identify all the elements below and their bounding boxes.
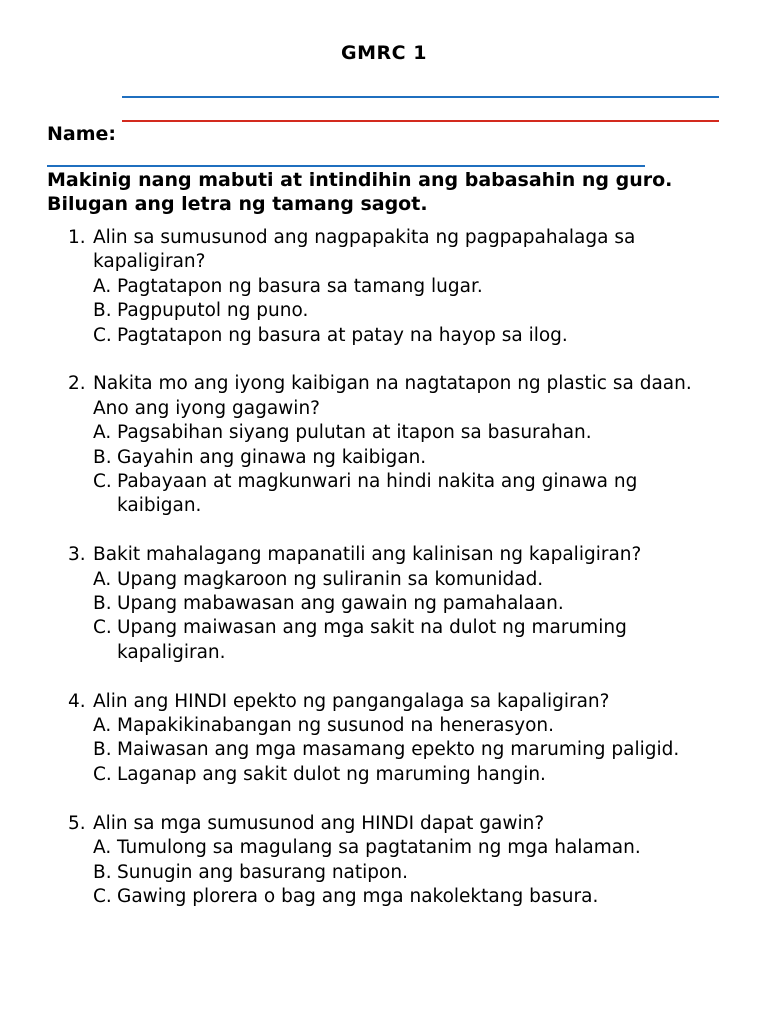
choice-letter: A.: [93, 568, 112, 590]
instructions: Makinig nang mabuti at intindihin ang babasahin ng guro. Bilugan ang letra ng tamang sagot.: [47, 169, 673, 215]
choice-text: Upang maiwasan ang mga sakit na dulot ng maruming kapaligiran.: [117, 617, 627, 663]
choice-a[interactable]: [0, 275, 768, 299]
question-number: 4.: [68, 690, 86, 712]
choice-text: Gayahin ang ginawa ng kaibigan.: [117, 446, 427, 468]
red-underline: [122, 120, 719, 122]
choice-text: Pagsabihan siyang pulutan at itapon sa basurahan.: [117, 422, 592, 444]
choice-letter: C.: [93, 885, 112, 907]
question-number: 3.: [68, 544, 86, 566]
choice-b[interactable]: [0, 861, 768, 885]
blue-underline-top: [122, 96, 719, 98]
choice-letter: B.: [93, 446, 112, 468]
choice-text: Pabayaan at magkunwari na hindi nakita ang ginawa ng kaibigan.: [117, 471, 638, 517]
choice-a[interactable]: [0, 836, 768, 860]
question-number: 2.: [68, 373, 86, 395]
choice-letter: A.: [93, 715, 112, 737]
choice-b[interactable]: [0, 738, 768, 762]
choice-a[interactable]: [0, 568, 768, 592]
choice-list: [0, 568, 768, 666]
choice-letter: A.: [93, 275, 112, 297]
question-4: [0, 690, 768, 788]
question-number: 5.: [68, 812, 86, 834]
choice-text: Pagtatapon ng basura sa tamang lugar.: [117, 275, 483, 297]
choice-text: Maiwasan ang mga masamang epekto ng maruming paligid.: [117, 739, 680, 761]
choice-letter: B.: [93, 593, 112, 615]
choice-text: Mapakikinabangan ng susunod na henerasyon.: [117, 715, 554, 737]
choice-list: [0, 275, 768, 348]
choice-letter: B.: [93, 739, 112, 761]
question-text: Alin sa mga sumusunod ang HINDI dapat gawin?: [93, 812, 545, 834]
choice-list: [0, 421, 768, 519]
choice-c[interactable]: [0, 470, 768, 519]
choice-text: Upang magkaroon ng suliranin sa komunidad.: [117, 568, 544, 590]
choice-a[interactable]: [0, 421, 768, 445]
choice-letter: A.: [93, 837, 112, 859]
choice-list: [0, 836, 768, 909]
choice-text: Gawing plorera o bag ang mga nakolektang basura.: [117, 885, 599, 907]
choice-c[interactable]: [0, 616, 768, 665]
choice-letter: C.: [93, 471, 112, 493]
choice-letter: B.: [93, 861, 112, 883]
choice-b[interactable]: [0, 446, 768, 470]
choice-text: Tumulong sa magulang sa pagtatanim ng mga halaman.: [117, 837, 641, 859]
name-underline: [47, 165, 645, 167]
question-number: 1.: [68, 227, 86, 248]
choice-c[interactable]: [0, 324, 768, 348]
question-text: Alin sa sumusunod ang nagpapakita ng pagpapahalaga sa kapaligiran?: [93, 227, 636, 273]
choice-b[interactable]: [0, 299, 768, 323]
choice-letter: A.: [93, 422, 112, 444]
name-label: Name:: [47, 123, 117, 145]
choice-letter: B.: [93, 300, 112, 322]
choice-a[interactable]: [0, 714, 768, 738]
question-5: [0, 812, 768, 910]
question-1: [0, 226, 768, 348]
page-title: GMRC 1: [341, 42, 427, 64]
choice-letter: C.: [93, 324, 112, 346]
question-text: Nakita mo ang iyong kaibigan na nagtatapon ng plastic sa daan. Ano ang iyong gagawin?: [93, 373, 692, 419]
choice-c[interactable]: [0, 763, 768, 787]
choice-text: Pagpuputol ng puno.: [117, 300, 309, 322]
choice-text: Laganap ang sakit dulot ng maruming hangin.: [117, 763, 546, 785]
choice-text: Pagtatapon ng basura at patay na hayop sa ilog.: [117, 324, 568, 346]
choice-b[interactable]: [0, 592, 768, 616]
choice-letter: C.: [93, 617, 112, 639]
choice-text: Upang mabawasan ang gawain ng pamahalaan.: [117, 593, 564, 615]
choice-list: [0, 714, 768, 787]
question-3: [0, 543, 768, 665]
question-text: Bakit mahalagang mapanatili ang kalinisan ng kapaligiran?: [93, 544, 642, 566]
question-text: Alin ang HINDI epekto ng pangangalaga sa kapaligiran?: [93, 690, 610, 712]
choice-letter: C.: [93, 763, 112, 785]
question-list: [0, 226, 768, 934]
choice-text: Sunugin ang basurang natipon.: [117, 861, 408, 883]
question-2: [0, 372, 768, 518]
choice-c[interactable]: [0, 885, 768, 909]
